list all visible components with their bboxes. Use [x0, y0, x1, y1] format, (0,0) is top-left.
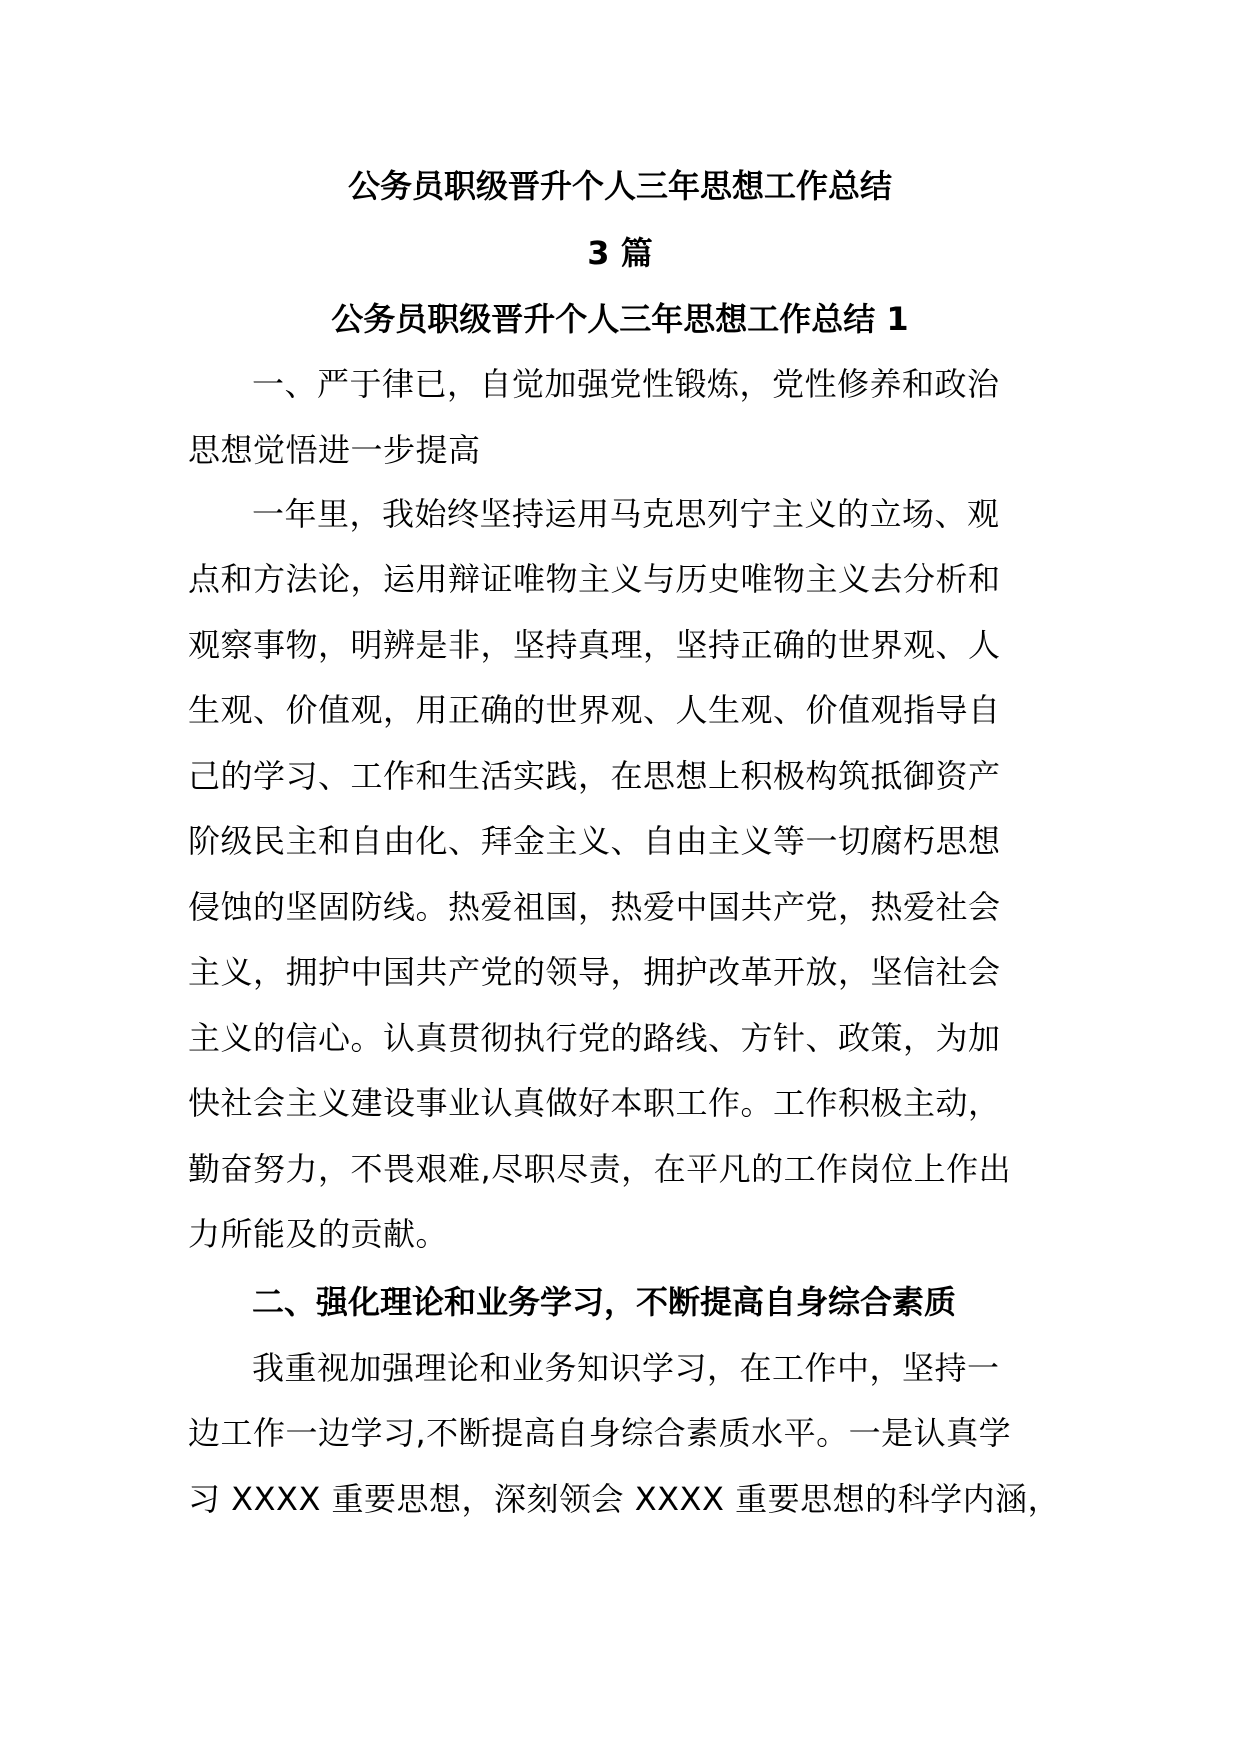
- paragraph-line: 侵蚀的坚固防线。热爱祖国，热爱中国共产党，热爱社会: [188, 888, 1001, 926]
- section-heading-1: 一、严于律已，自觉加强党性锻炼，党性修养和政治: [252, 365, 1000, 403]
- paragraph-line: 观察事物，明辨是非，坚持真理，坚持正确的世界观、人: [188, 626, 1001, 664]
- paragraph-line: 点和方法论，运用辩证唯物主义与历史唯物主义去分析和: [188, 560, 1001, 598]
- document-title: 公务员职级晋升个人三年思想工作总结: [347, 167, 892, 205]
- paragraph-line: 主义的信心。认真贯彻执行党的路线、方针、政策，为加: [188, 1019, 1001, 1057]
- paragraph-line: 主义，拥护中国共产党的领导，拥护改革开放，坚信社会: [188, 953, 1001, 991]
- document-title-count: 3 篇: [587, 234, 653, 272]
- paragraph-line: 阶级民主和自由化、拜金主义、自由主义等一切腐朽思想: [188, 822, 1001, 860]
- paragraph-line: 一年里，我始终坚持运用马克思列宁主义的立场、观: [252, 495, 1000, 533]
- section-heading-1-cont: 思想觉悟进一步提高: [188, 431, 481, 469]
- paragraph-line: 边工作一边学习,不断提高自身综合素质水平。一是认真学: [188, 1414, 1012, 1452]
- paragraph-line: 勤奋努力，不畏艰难,尽职尽责，在平凡的工作岗位上作出: [188, 1150, 1012, 1188]
- paragraph-line: 己的学习、工作和生活实践，在思想上积极构筑抵御资产: [188, 757, 1001, 795]
- paragraph-line: 快社会主义建设事业认真做好本职工作。工作积极主动，: [188, 1084, 1001, 1122]
- paragraph-line: 我重视加强理论和业务知识学习，在工作中，坚持一: [252, 1349, 1000, 1387]
- section-heading-2: 二、强化理论和业务学习，不断提高自身综合素质: [252, 1283, 957, 1321]
- paragraph-line: 力所能及的贡献。: [188, 1215, 449, 1253]
- section-title: 公务员职级晋升个人三年思想工作总结 1: [331, 300, 909, 338]
- paragraph-line: 生观、价值观，用正确的世界观、人生观、价值观指导自: [188, 691, 1001, 729]
- paragraph-line: 习 XXXX 重要思想，深刻领会 XXXX 重要思想的科学内涵，: [188, 1480, 1061, 1518]
